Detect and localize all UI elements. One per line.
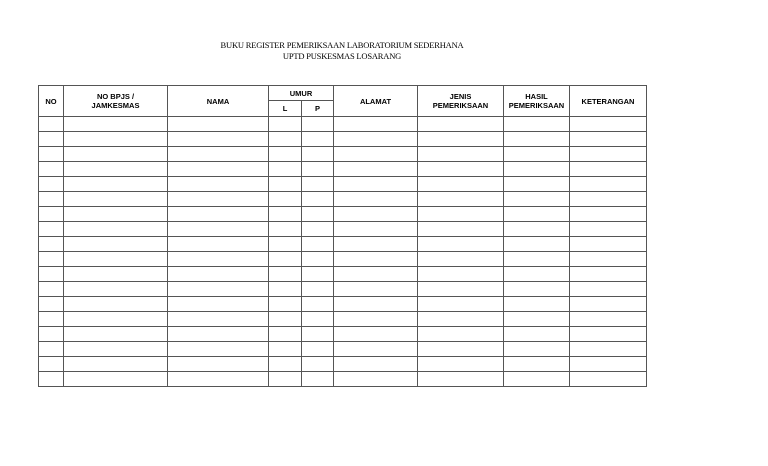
- table-cell: [418, 297, 504, 312]
- table-cell: [168, 282, 269, 297]
- table-cell: [39, 357, 64, 372]
- table-cell: [418, 147, 504, 162]
- table-row: [39, 252, 647, 267]
- table-cell: [302, 327, 334, 342]
- table-cell: [168, 117, 269, 132]
- table-cell: [334, 237, 418, 252]
- table-row: [39, 282, 647, 297]
- table-cell: [168, 342, 269, 357]
- table-cell: [302, 282, 334, 297]
- table-cell: [504, 117, 570, 132]
- table-cell: [334, 252, 418, 267]
- table-cell: [418, 177, 504, 192]
- table-cell: [570, 297, 647, 312]
- table-cell: [418, 312, 504, 327]
- table-cell: [570, 222, 647, 237]
- table-cell: [302, 357, 334, 372]
- table-cell: [504, 192, 570, 207]
- title-line-1: BUKU REGISTER PEMERIKSAAN LABORATORIUM SEDERHANA: [220, 40, 464, 50]
- table-cell: [504, 357, 570, 372]
- table-cell: [64, 222, 168, 237]
- table-cell: [269, 327, 302, 342]
- table-row: [39, 192, 647, 207]
- table-cell: [302, 177, 334, 192]
- table-cell: [168, 147, 269, 162]
- table-cell: [504, 327, 570, 342]
- header-jenis-pemeriksaan: JENIS PEMERIKSAAN: [418, 86, 504, 117]
- table-cell: [570, 162, 647, 177]
- table-cell: [570, 312, 647, 327]
- table-cell: [39, 252, 64, 267]
- header-no: NO: [39, 86, 64, 117]
- table-cell: [39, 282, 64, 297]
- table-cell: [168, 162, 269, 177]
- table-cell: [39, 327, 64, 342]
- header-hasil-pemeriksaan: HASIL PEMERIKSAAN: [504, 86, 570, 117]
- table-cell: [418, 192, 504, 207]
- table-cell: [168, 132, 269, 147]
- table-cell: [418, 282, 504, 297]
- table-cell: [504, 252, 570, 267]
- table-cell: [168, 207, 269, 222]
- table-cell: [570, 177, 647, 192]
- table-cell: [269, 117, 302, 132]
- table-row: [39, 327, 647, 342]
- table-cell: [168, 357, 269, 372]
- table-cell: [168, 177, 269, 192]
- table-cell: [269, 177, 302, 192]
- table-cell: [504, 297, 570, 312]
- table-cell: [64, 297, 168, 312]
- header-alamat: ALAMAT: [334, 86, 418, 117]
- table-cell: [269, 207, 302, 222]
- table-cell: [39, 372, 64, 387]
- table-cell: [504, 222, 570, 237]
- table-cell: [334, 132, 418, 147]
- table-cell: [269, 222, 302, 237]
- table-cell: [418, 357, 504, 372]
- table-cell: [570, 372, 647, 387]
- table-cell: [302, 342, 334, 357]
- table-cell: [64, 117, 168, 132]
- table-cell: [334, 162, 418, 177]
- table-cell: [269, 147, 302, 162]
- table-cell: [168, 252, 269, 267]
- table-cell: [168, 327, 269, 342]
- table-cell: [39, 297, 64, 312]
- table-cell: [302, 147, 334, 162]
- table-cell: [570, 267, 647, 282]
- table-cell: [418, 267, 504, 282]
- table-cell: [418, 327, 504, 342]
- table-cell: [504, 312, 570, 327]
- table-cell: [504, 177, 570, 192]
- table-row: [39, 132, 647, 147]
- table-cell: [64, 282, 168, 297]
- table-cell: [570, 117, 647, 132]
- table-cell: [39, 222, 64, 237]
- table-cell: [39, 267, 64, 282]
- table-cell: [302, 117, 334, 132]
- table-cell: [168, 222, 269, 237]
- table-cell: [302, 297, 334, 312]
- table-row: [39, 117, 647, 132]
- table-cell: [302, 312, 334, 327]
- table-cell: [418, 207, 504, 222]
- header-umur-p: P: [302, 101, 334, 117]
- table-cell: [269, 192, 302, 207]
- table-cell: [302, 192, 334, 207]
- table-cell: [302, 372, 334, 387]
- table-row: [39, 297, 647, 312]
- table-cell: [418, 162, 504, 177]
- table-cell: [269, 342, 302, 357]
- table-cell: [504, 162, 570, 177]
- table-cell: [64, 357, 168, 372]
- table-cell: [64, 267, 168, 282]
- table-cell: [64, 132, 168, 147]
- table-cell: [39, 147, 64, 162]
- table-cell: [64, 342, 168, 357]
- table-cell: [418, 342, 504, 357]
- table-cell: [504, 207, 570, 222]
- table-cell: [39, 162, 64, 177]
- table-cell: [39, 132, 64, 147]
- table-row: [39, 237, 647, 252]
- table-cell: [168, 372, 269, 387]
- register-body: [39, 117, 647, 387]
- document-title: [0, 40, 684, 62]
- header-umur: UMUR: [269, 86, 334, 101]
- table-cell: [334, 342, 418, 357]
- table-cell: [570, 132, 647, 147]
- register-table: [38, 85, 647, 387]
- header-bpjs: NO BPJS / JAMKESMAS: [64, 86, 168, 117]
- table-cell: [39, 237, 64, 252]
- table-cell: [39, 117, 64, 132]
- table-cell: [64, 237, 168, 252]
- table-cell: [334, 192, 418, 207]
- table-cell: [269, 237, 302, 252]
- table-cell: [334, 372, 418, 387]
- table-cell: [269, 312, 302, 327]
- table-cell: [64, 207, 168, 222]
- table-cell: [504, 282, 570, 297]
- table-cell: [570, 207, 647, 222]
- table-cell: [39, 312, 64, 327]
- table-cell: [64, 312, 168, 327]
- table-cell: [64, 147, 168, 162]
- table-cell: [302, 237, 334, 252]
- header-keterangan: KETERANGAN: [570, 86, 647, 117]
- table-row: [39, 207, 647, 222]
- table-cell: [334, 267, 418, 282]
- table-cell: [302, 252, 334, 267]
- table-cell: [334, 297, 418, 312]
- table-cell: [570, 342, 647, 357]
- table-cell: [64, 177, 168, 192]
- table-cell: [269, 282, 302, 297]
- table-cell: [64, 327, 168, 342]
- title-line-2: UPTD PUSKESMAS LOSARANG: [282, 51, 402, 61]
- table-cell: [269, 297, 302, 312]
- table-cell: [302, 267, 334, 282]
- table-cell: [64, 192, 168, 207]
- table-cell: [504, 267, 570, 282]
- table-row: [39, 342, 647, 357]
- header-nama: NAMA: [168, 86, 269, 117]
- table-cell: [418, 222, 504, 237]
- table-cell: [334, 207, 418, 222]
- table-row: [39, 357, 647, 372]
- table-cell: [269, 267, 302, 282]
- table-cell: [334, 177, 418, 192]
- table-cell: [269, 252, 302, 267]
- table-cell: [570, 192, 647, 207]
- table-cell: [334, 117, 418, 132]
- table-cell: [334, 312, 418, 327]
- table-row: [39, 162, 647, 177]
- table-cell: [168, 297, 269, 312]
- table-row: [39, 312, 647, 327]
- table-cell: [269, 372, 302, 387]
- header-umur-l: L: [269, 101, 302, 117]
- table-cell: [570, 237, 647, 252]
- table-cell: [418, 132, 504, 147]
- table-cell: [168, 312, 269, 327]
- table-row: [39, 372, 647, 387]
- table-cell: [418, 372, 504, 387]
- table-cell: [269, 162, 302, 177]
- table-cell: [418, 117, 504, 132]
- table-row: [39, 177, 647, 192]
- table-row: [39, 222, 647, 237]
- table-row: [39, 267, 647, 282]
- table-cell: [334, 282, 418, 297]
- table-cell: [504, 147, 570, 162]
- table-cell: [302, 207, 334, 222]
- table-cell: [64, 252, 168, 267]
- table-cell: [269, 132, 302, 147]
- table-cell: [570, 327, 647, 342]
- table-cell: [504, 132, 570, 147]
- table-cell: [334, 147, 418, 162]
- table-cell: [418, 237, 504, 252]
- table-cell: [504, 237, 570, 252]
- table-row: [39, 147, 647, 162]
- table-cell: [504, 342, 570, 357]
- table-cell: [64, 162, 168, 177]
- table-cell: [570, 282, 647, 297]
- table-cell: [168, 267, 269, 282]
- table-cell: [302, 162, 334, 177]
- table-cell: [570, 357, 647, 372]
- table-cell: [504, 372, 570, 387]
- table-cell: [302, 132, 334, 147]
- table-cell: [64, 372, 168, 387]
- table-cell: [334, 222, 418, 237]
- table-cell: [39, 177, 64, 192]
- table-cell: [39, 342, 64, 357]
- table-cell: [302, 222, 334, 237]
- table-cell: [570, 147, 647, 162]
- table-cell: [269, 357, 302, 372]
- table-cell: [168, 192, 269, 207]
- table-cell: [334, 327, 418, 342]
- table-cell: [570, 252, 647, 267]
- table-cell: [168, 237, 269, 252]
- table-cell: [39, 192, 64, 207]
- table-cell: [39, 207, 64, 222]
- table-cell: [334, 357, 418, 372]
- table-cell: [418, 252, 504, 267]
